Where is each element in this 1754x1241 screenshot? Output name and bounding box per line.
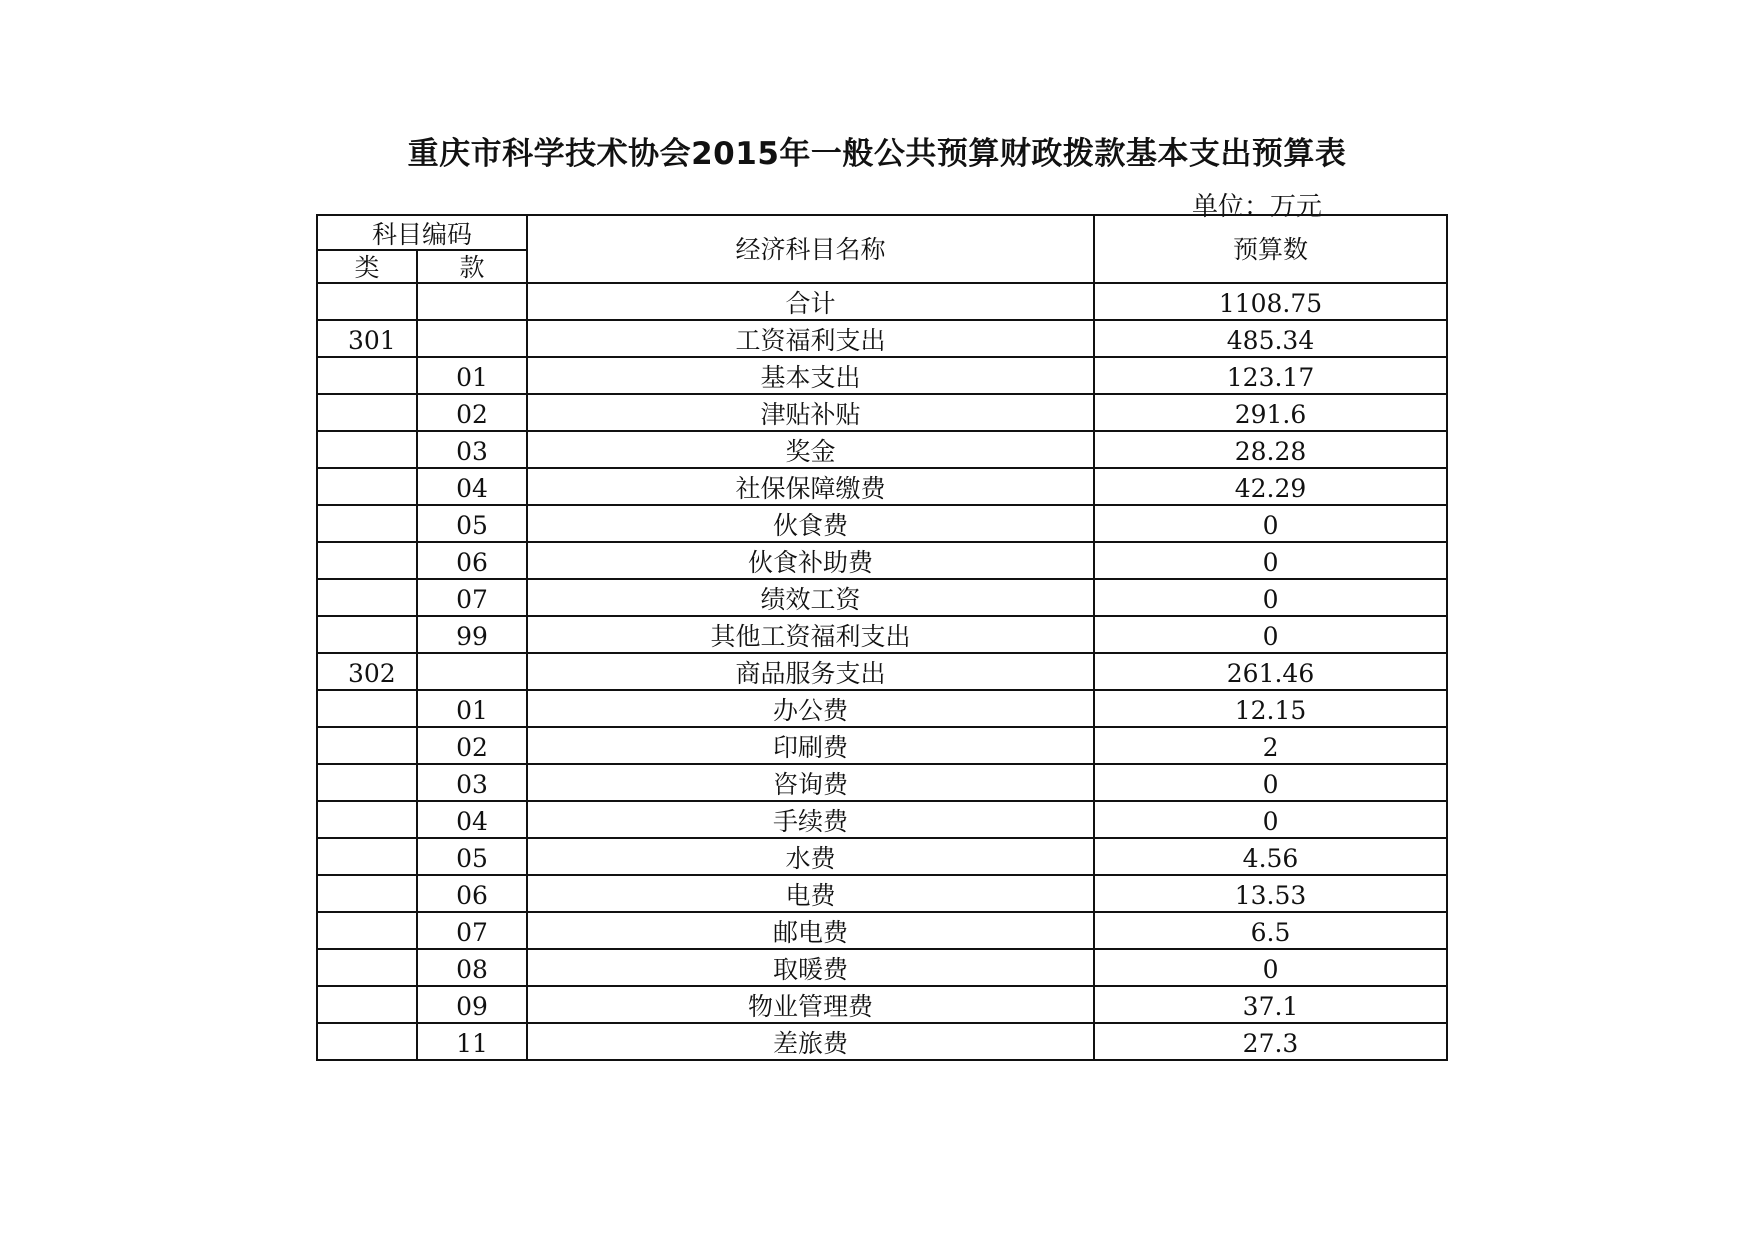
cell-econ-name: 水费 <box>527 838 1094 875</box>
cell-econ-name: 办公费 <box>527 690 1094 727</box>
table-row <box>317 394 1447 431</box>
cell-category-code <box>317 727 417 764</box>
table-row <box>317 431 1447 468</box>
cell-econ-name: 咨询费 <box>527 764 1094 801</box>
cell-item-code: 02 <box>417 727 527 764</box>
cell-amount: 485.34 <box>1094 320 1447 357</box>
unit-label: 单位：万元 <box>1192 192 1323 222</box>
cell-category-code <box>317 912 417 949</box>
cell-category-code <box>317 542 417 579</box>
cell-item-code: 05 <box>417 838 527 875</box>
cell-item-code: 09 <box>417 986 527 1023</box>
cell-item-code: 04 <box>417 801 527 838</box>
table-row <box>317 1023 1447 1060</box>
cell-category-code <box>317 394 417 431</box>
cell-econ-name: 社保保障缴费 <box>527 468 1094 505</box>
cell-amount: 13.53 <box>1094 875 1447 912</box>
cell-amount: 0 <box>1094 764 1447 801</box>
cell-item-code <box>417 320 527 357</box>
header-code-group: 科目编码 <box>317 215 527 250</box>
cell-amount: 0 <box>1094 579 1447 616</box>
cell-category-code <box>317 690 417 727</box>
cell-category-code <box>317 357 417 394</box>
cell-econ-name: 伙食补助费 <box>527 542 1094 579</box>
cell-item-code: 05 <box>417 505 527 542</box>
cell-econ-name: 差旅费 <box>527 1023 1094 1060</box>
cell-item-code: 06 <box>417 875 527 912</box>
cell-amount: 2 <box>1094 727 1447 764</box>
cell-category-code <box>317 616 417 653</box>
table-row <box>317 616 1447 653</box>
header-amount: 预算数 <box>1094 215 1447 283</box>
cell-item-code: 08 <box>417 949 527 986</box>
cell-amount: 6.5 <box>1094 912 1447 949</box>
table-row <box>317 542 1447 579</box>
cell-category-code <box>317 764 417 801</box>
cell-item-code: 01 <box>417 690 527 727</box>
budget-table <box>316 214 1448 1061</box>
cell-category-code <box>317 579 417 616</box>
cell-econ-name: 邮电费 <box>527 912 1094 949</box>
cell-econ-name: 工资福利支出 <box>527 320 1094 357</box>
cell-amount: 0 <box>1094 801 1447 838</box>
table-row <box>317 357 1447 394</box>
cell-amount: 12.15 <box>1094 690 1447 727</box>
cell-category-code <box>317 468 417 505</box>
cell-econ-name: 伙食费 <box>527 505 1094 542</box>
cell-amount: 0 <box>1094 616 1447 653</box>
cell-amount: 0 <box>1094 542 1447 579</box>
table-row <box>317 875 1447 912</box>
table-row <box>317 690 1447 727</box>
cell-category-code <box>317 838 417 875</box>
cell-item-code: 02 <box>417 394 527 431</box>
cell-econ-name: 物业管理费 <box>527 986 1094 1023</box>
cell-category-code: 302 <box>317 653 417 690</box>
cell-category-code <box>317 283 417 320</box>
table-row <box>317 653 1447 690</box>
cell-econ-name: 手续费 <box>527 801 1094 838</box>
table-row <box>317 727 1447 764</box>
cell-amount: 261.46 <box>1094 653 1447 690</box>
cell-category-code <box>317 431 417 468</box>
table-row <box>317 949 1447 986</box>
cell-amount: 291.6 <box>1094 394 1447 431</box>
table-row <box>317 283 1447 320</box>
cell-amount: 37.1 <box>1094 986 1447 1023</box>
cell-econ-name: 合计 <box>527 283 1094 320</box>
cell-econ-name: 津贴补贴 <box>527 394 1094 431</box>
cell-econ-name: 取暖费 <box>527 949 1094 986</box>
cell-amount: 42.29 <box>1094 468 1447 505</box>
cell-econ-name: 商品服务支出 <box>527 653 1094 690</box>
cell-econ-name: 基本支出 <box>527 357 1094 394</box>
cell-item-code: 07 <box>417 912 527 949</box>
cell-category-code <box>317 1023 417 1060</box>
cell-category-code <box>317 986 417 1023</box>
cell-econ-name: 奖金 <box>527 431 1094 468</box>
cell-amount: 27.3 <box>1094 1023 1447 1060</box>
page-title: 重庆市科学技术协会2015年一般公共预算财政拨款基本支出预算表 <box>407 136 1347 172</box>
table-row <box>317 986 1447 1023</box>
table-row <box>317 912 1447 949</box>
header-lei: 类 <box>317 250 417 283</box>
cell-amount: 1108.75 <box>1094 283 1447 320</box>
table-row <box>317 505 1447 542</box>
cell-econ-name: 印刷费 <box>527 727 1094 764</box>
cell-item-code <box>417 653 527 690</box>
cell-item-code: 04 <box>417 468 527 505</box>
cell-amount: 123.17 <box>1094 357 1447 394</box>
cell-amount: 0 <box>1094 505 1447 542</box>
header-econ-name: 经济科目名称 <box>527 215 1094 283</box>
cell-item-code: 01 <box>417 357 527 394</box>
cell-category-code <box>317 875 417 912</box>
cell-item-code: 03 <box>417 431 527 468</box>
table-header-row <box>317 215 1447 250</box>
cell-econ-name: 绩效工资 <box>527 579 1094 616</box>
cell-item-code: 99 <box>417 616 527 653</box>
cell-category-code <box>317 505 417 542</box>
cell-item-code: 07 <box>417 579 527 616</box>
cell-category-code: 301 <box>317 320 417 357</box>
table-row <box>317 320 1447 357</box>
table-row <box>317 468 1447 505</box>
table-row <box>317 764 1447 801</box>
header-kuan: 款 <box>417 250 527 283</box>
cell-econ-name: 电费 <box>527 875 1094 912</box>
cell-amount: 28.28 <box>1094 431 1447 468</box>
cell-item-code <box>417 283 527 320</box>
cell-amount: 4.56 <box>1094 838 1447 875</box>
cell-item-code: 06 <box>417 542 527 579</box>
cell-item-code: 03 <box>417 764 527 801</box>
cell-category-code <box>317 949 417 986</box>
table-row <box>317 801 1447 838</box>
cell-econ-name: 其他工资福利支出 <box>527 616 1094 653</box>
cell-item-code: 11 <box>417 1023 527 1060</box>
table-row <box>317 838 1447 875</box>
table-row <box>317 579 1447 616</box>
cell-category-code <box>317 801 417 838</box>
cell-amount: 0 <box>1094 949 1447 986</box>
